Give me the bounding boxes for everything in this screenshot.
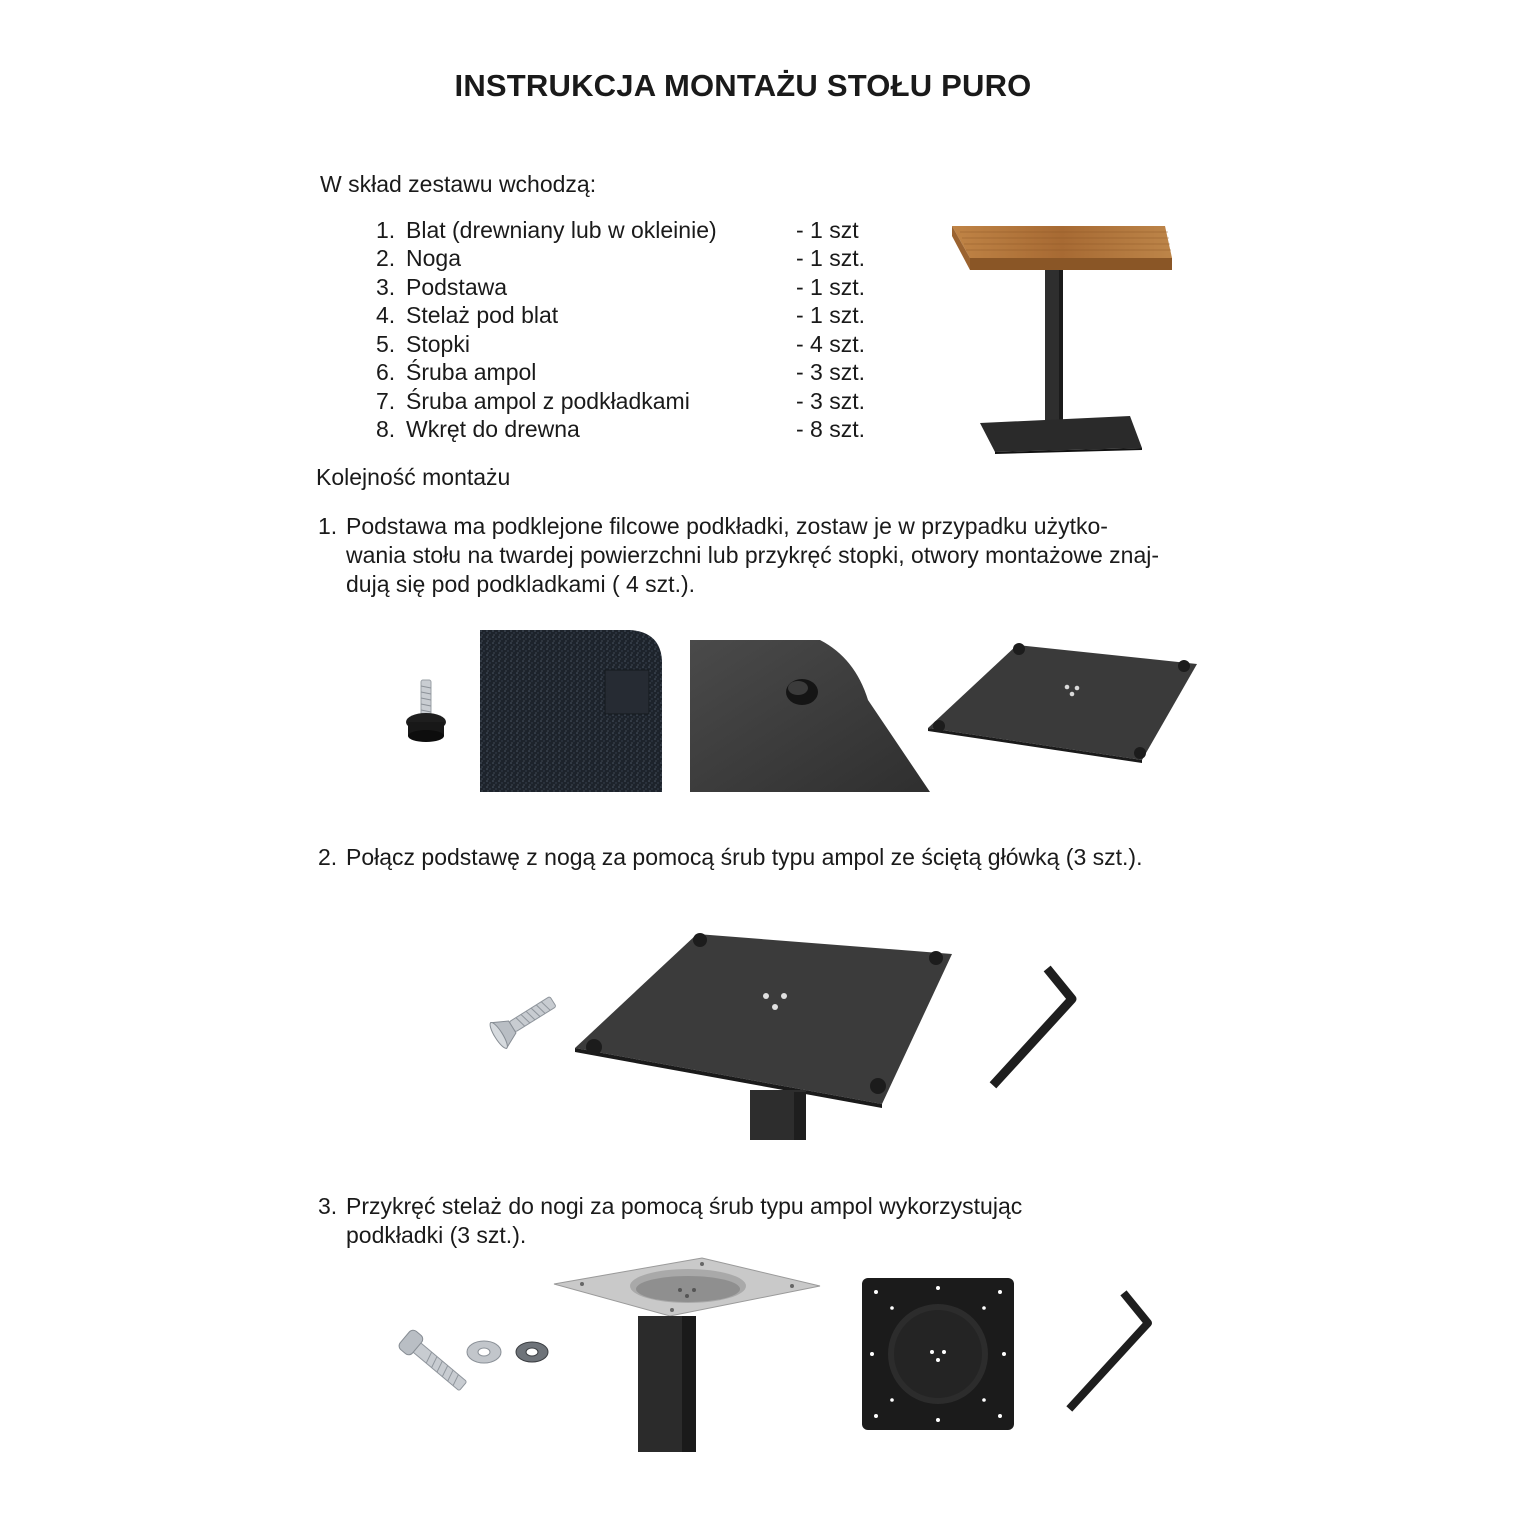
part-number: 7. [376, 387, 396, 414]
part-number: 6. [376, 359, 396, 386]
parts-list [376, 216, 896, 444]
step-line: Przykręć stelaż do nogi za pomocą śrub typu ampol wykorzystując [346, 1193, 1023, 1219]
list-item [376, 245, 896, 274]
part-quantity: - 3 szt. [796, 387, 866, 414]
step-line: Połącz podstawę z nogą za pomocą śrub typu ampol ze ściętą główką (3 szt.). [346, 844, 1143, 870]
part-name: Stopki [406, 330, 470, 357]
bolt-with-washers-icon [392, 1318, 567, 1396]
part-quantity: - 1 szt [796, 216, 859, 243]
kit-heading: W skład zestawu wchodzą: [320, 171, 597, 197]
base-plate-photo [922, 640, 1204, 765]
list-item [376, 359, 896, 388]
step-3 [318, 1192, 1258, 1250]
top-bracket-photo [862, 1278, 1014, 1430]
part-number: 3. [376, 273, 396, 300]
part-number: 8. [376, 416, 396, 443]
list-item [376, 302, 896, 331]
part-quantity: - 4 szt. [796, 330, 866, 357]
document-title: INSTRUKCJA MONTAŻU STOŁU PURO [454, 68, 1032, 103]
list-item [376, 273, 896, 302]
step-line: podkładki (3 szt.). [346, 1222, 527, 1248]
part-number: 4. [376, 302, 396, 329]
table-illustration [940, 218, 1180, 453]
part-name: Podstawa [406, 273, 508, 300]
base-plate-photo [572, 932, 957, 1140]
part-quantity: - 1 szt. [796, 302, 866, 329]
countersunk-bolt-icon [488, 994, 563, 1044]
part-quantity: - 1 szt. [796, 245, 866, 272]
part-name: Śruba ampol z podkładkami [406, 387, 690, 414]
list-item [376, 416, 896, 445]
list-item [376, 216, 896, 245]
hex-key-icon [1060, 1288, 1160, 1413]
part-name: Wkręt do drewna [406, 416, 580, 443]
leveling-foot-icon [402, 676, 452, 746]
step-number: 1. [318, 513, 338, 539]
part-name: Stelaż pod blat [406, 302, 559, 329]
part-name: Blat (drewniany lub w okleinie) [406, 216, 717, 243]
top-bracket-photo [552, 1256, 824, 1452]
base-corner-photo [690, 640, 930, 792]
order-heading: Kolejność montażu [316, 464, 511, 490]
list-item [376, 330, 896, 359]
part-name: Noga [406, 245, 461, 272]
part-number: 5. [376, 330, 396, 357]
part-quantity: - 8 szt. [796, 416, 866, 443]
step-line: wania stołu na twardej powierzchni lub przykręć stopki, otwory montażowe znaj- [346, 542, 1160, 568]
part-name: Śruba ampol [406, 359, 537, 386]
felt-pad-photo [480, 630, 665, 792]
hex-key-icon [984, 964, 1084, 1089]
step-number: 2. [318, 844, 338, 870]
step-number: 3. [318, 1193, 338, 1219]
step-1 [318, 512, 1258, 599]
list-item [376, 387, 896, 416]
part-number: 2. [376, 245, 396, 272]
part-number: 1. [376, 216, 396, 243]
step-line: dują się pod podkladkami ( 4 szt.). [346, 571, 696, 597]
step-line: Podstawa ma podklejone filcowe podkładki, zostaw je w przypadku użytko- [346, 513, 1108, 539]
part-quantity: - 3 szt. [796, 359, 866, 386]
part-quantity: - 1 szt. [796, 273, 866, 300]
step-2 [318, 843, 1258, 872]
